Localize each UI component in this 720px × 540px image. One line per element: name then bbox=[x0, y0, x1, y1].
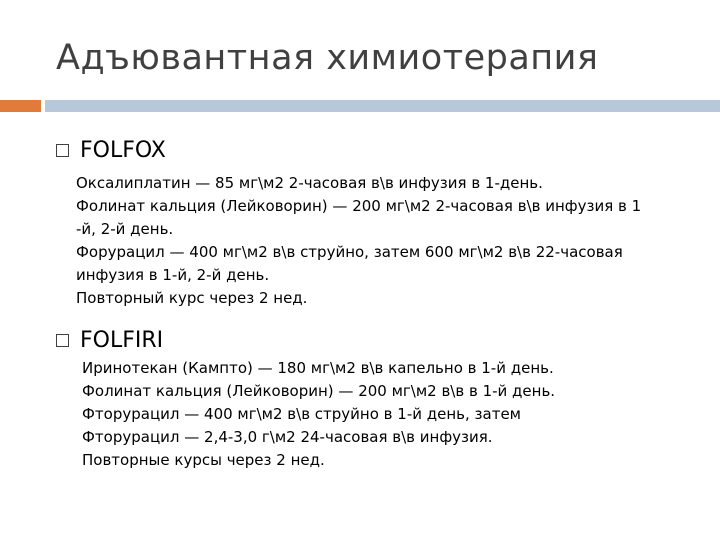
section-folfiri-body bbox=[82, 357, 555, 472]
checkbox-bullet-icon bbox=[56, 334, 69, 347]
body-line: Фторурацил — 400 мг\м2 в\в струйно в 1-й день, затем bbox=[82, 405, 521, 423]
body-line: -й, 2-й день. bbox=[76, 220, 174, 238]
body-line: Фолинат кальция (Лейковорин) — 200 мг\м2 2-часовая в\в инфузия в 1 bbox=[76, 197, 642, 215]
body-line: Повторные курсы через 2 нед. bbox=[82, 451, 325, 469]
title-rule-accent bbox=[0, 100, 41, 112]
body-line: Фолинат кальция (Лейковорин) — 200 мг\м2 в\в в 1-й день. bbox=[82, 382, 556, 400]
body-line: Оксалиплатин — 85 мг\м2 2-часовая в\в инфузия в 1-день. bbox=[76, 174, 543, 192]
body-line: инфузия в 1-й, 2-й день. bbox=[76, 266, 270, 284]
section-label: FOLFOX bbox=[80, 138, 166, 163]
body-line: Иринотекан (Кампто) — 180 мг\м2 в\в капельно в 1-й день. bbox=[82, 359, 554, 377]
section-folfox-heading bbox=[56, 138, 166, 163]
section-folfox-body bbox=[76, 172, 641, 310]
body-line: Повторный курс через 2 нед. bbox=[76, 289, 308, 307]
section-label: FOLFIRI bbox=[80, 328, 164, 353]
page-title: Адъювантная химиотерапия bbox=[56, 38, 599, 78]
body-line: Фторурацил — 2,4-3,0 г\м2 24-часовая в\в инфузия. bbox=[82, 428, 493, 446]
checkbox-bullet-icon bbox=[56, 144, 69, 157]
body-line: Форурацил — 400 мг\м2 в\в струйно, затем 600 мг\м2 в\в 22-часовая bbox=[76, 243, 623, 261]
section-folfiri-heading bbox=[56, 328, 163, 353]
title-rule-bar bbox=[45, 100, 720, 112]
